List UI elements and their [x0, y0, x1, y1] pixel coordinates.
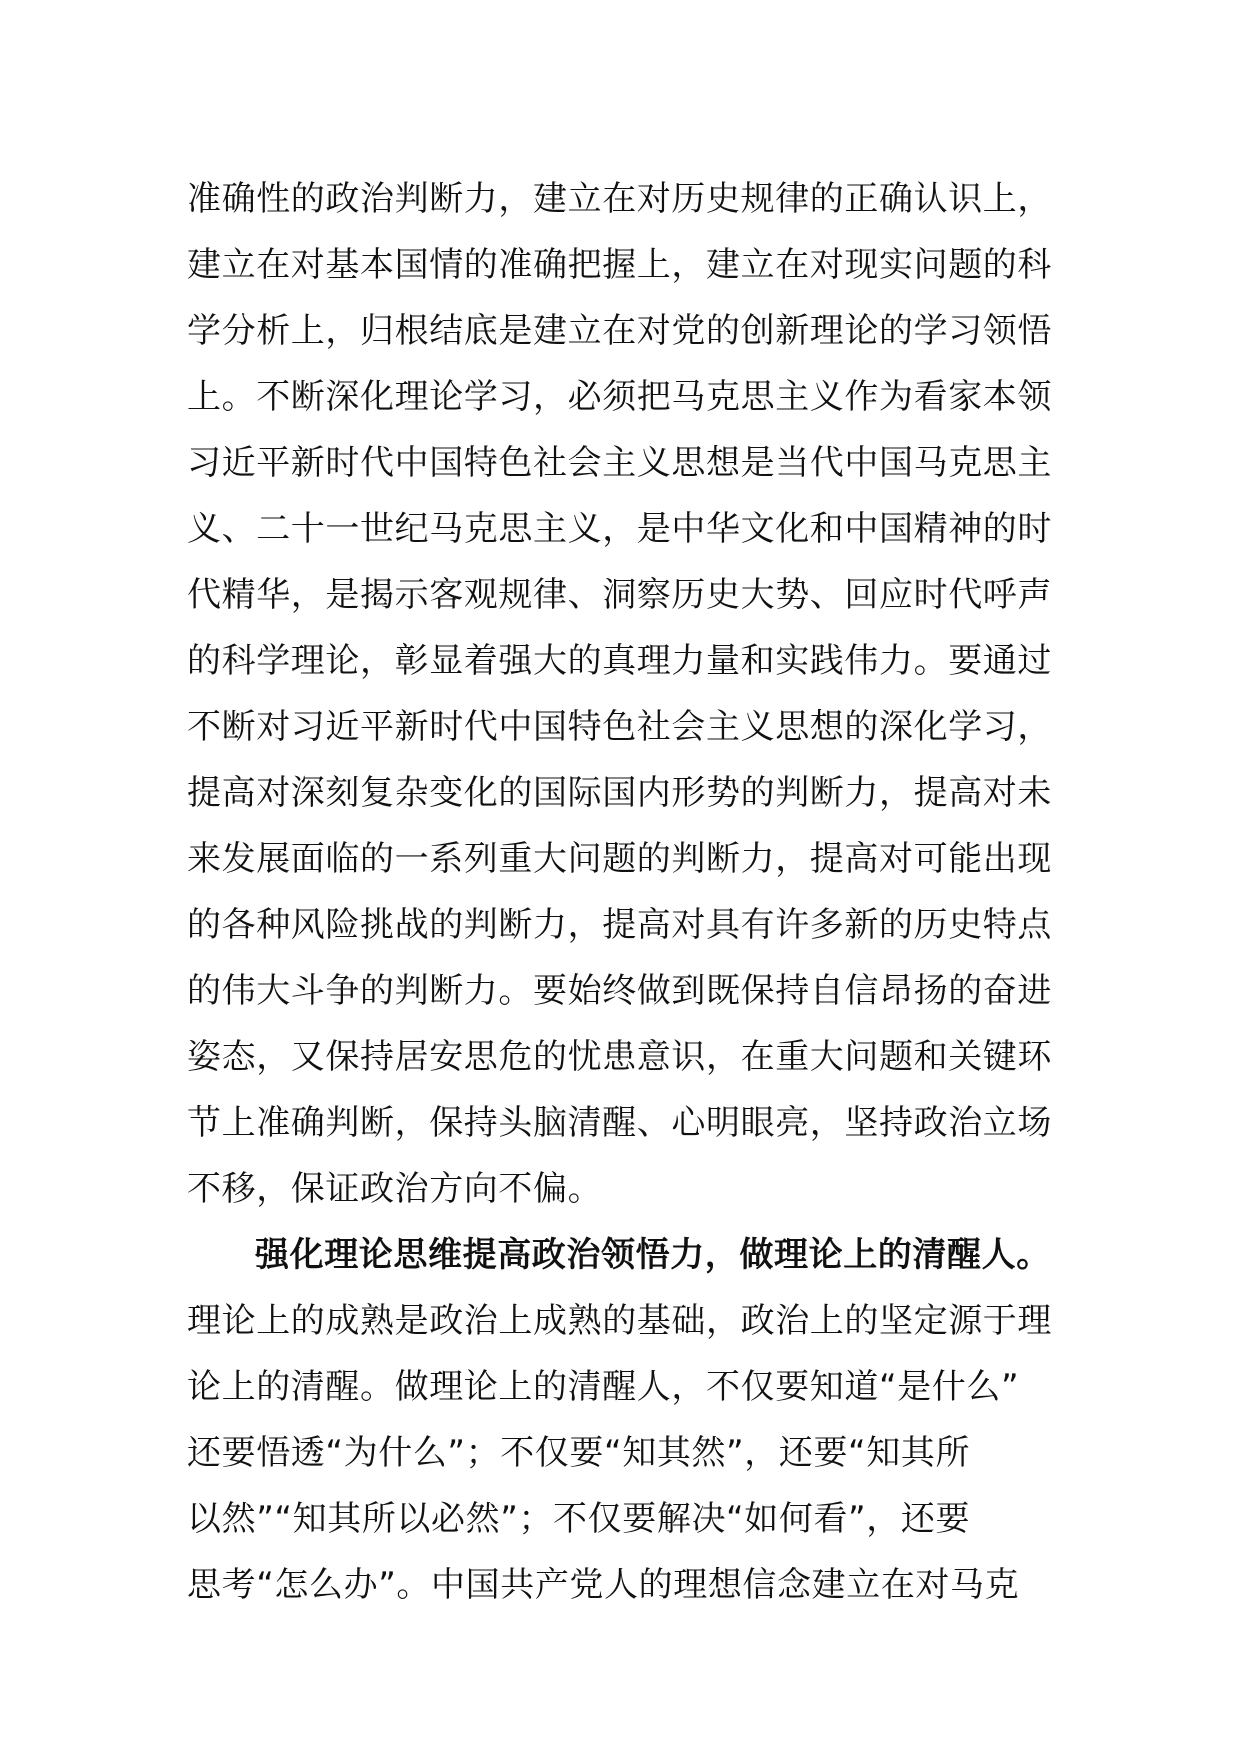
body-text-line: 的各种风险挑战的判断力，提高对具有许多新的历史特点	[187, 905, 1052, 945]
body-text-line: 学分析上，归根结底是建立在对党的创新理论的学习领悟	[187, 311, 1052, 351]
body-text-line: 思考“怎么办”。中国共产党人的理想信念建立在对马克	[187, 1565, 1020, 1605]
body-text-line: 论上的清醒。做理论上的清醒人，不仅要知道“是什么”	[187, 1367, 1020, 1407]
body-text-line: 理论上的成熟是政治上成熟的基础，政治上的坚定源于理	[187, 1301, 1052, 1341]
body-text-line: 还要悟透“为什么”；不仅要“知其然”，还要“知其所	[187, 1433, 971, 1473]
body-text-line: 来发展面临的一系列重大问题的判断力，提高对可能出现	[187, 839, 1052, 879]
document-page	[187, 166, 1057, 1618]
body-text-line: 的伟大斗争的判断力。要始终做到既保持自信昂扬的奋进	[187, 971, 1052, 1011]
body-text-line: 不断对习近平新时代中国特色社会主义思想的深化学习，	[187, 707, 1052, 747]
body-text-line: 提高对深刻复杂变化的国际国内形势的判断力，提高对未	[187, 773, 1052, 813]
body-text-line: 不移，保证政治方向不偏。	[187, 1169, 603, 1209]
body-text-line: 准确性的政治判断力，建立在对历史规律的正确认识上，	[187, 179, 1052, 219]
body-text-line: 建立在对基本国情的准确把握上，建立在对现实问题的科	[187, 245, 1052, 285]
body-text-line: 义、二十一世纪马克思主义，是中华文化和中国精神的时	[187, 509, 1052, 549]
body-text-line: 节上准确判断，保持头脑清醒、心明眼亮，坚持政治立场	[187, 1103, 1052, 1143]
body-text-line: 上。不断深化理论学习，必须把马克思主义作为看家本领	[187, 377, 1052, 417]
body-text-line: 以然”“知其所以必然”；不仅要解决“如何看”，还要	[187, 1499, 971, 1539]
body-text-line: 习近平新时代中国特色社会主义思想是当代中国马克思主	[187, 443, 1052, 483]
body-text-line: 代精华，是揭示客观规律、洞察历史大势、回应时代呼声	[187, 575, 1052, 615]
body-text-line: 姿态，又保持居安思危的忧患意识，在重大问题和关键环	[187, 1037, 1052, 1077]
section-heading: 强化理论思维提高政治领悟力，做理论上的清醒人。	[255, 1235, 1051, 1275]
body-text-line: 的科学理论，彰显着强大的真理力量和实践伟力。要通过	[187, 641, 1052, 681]
